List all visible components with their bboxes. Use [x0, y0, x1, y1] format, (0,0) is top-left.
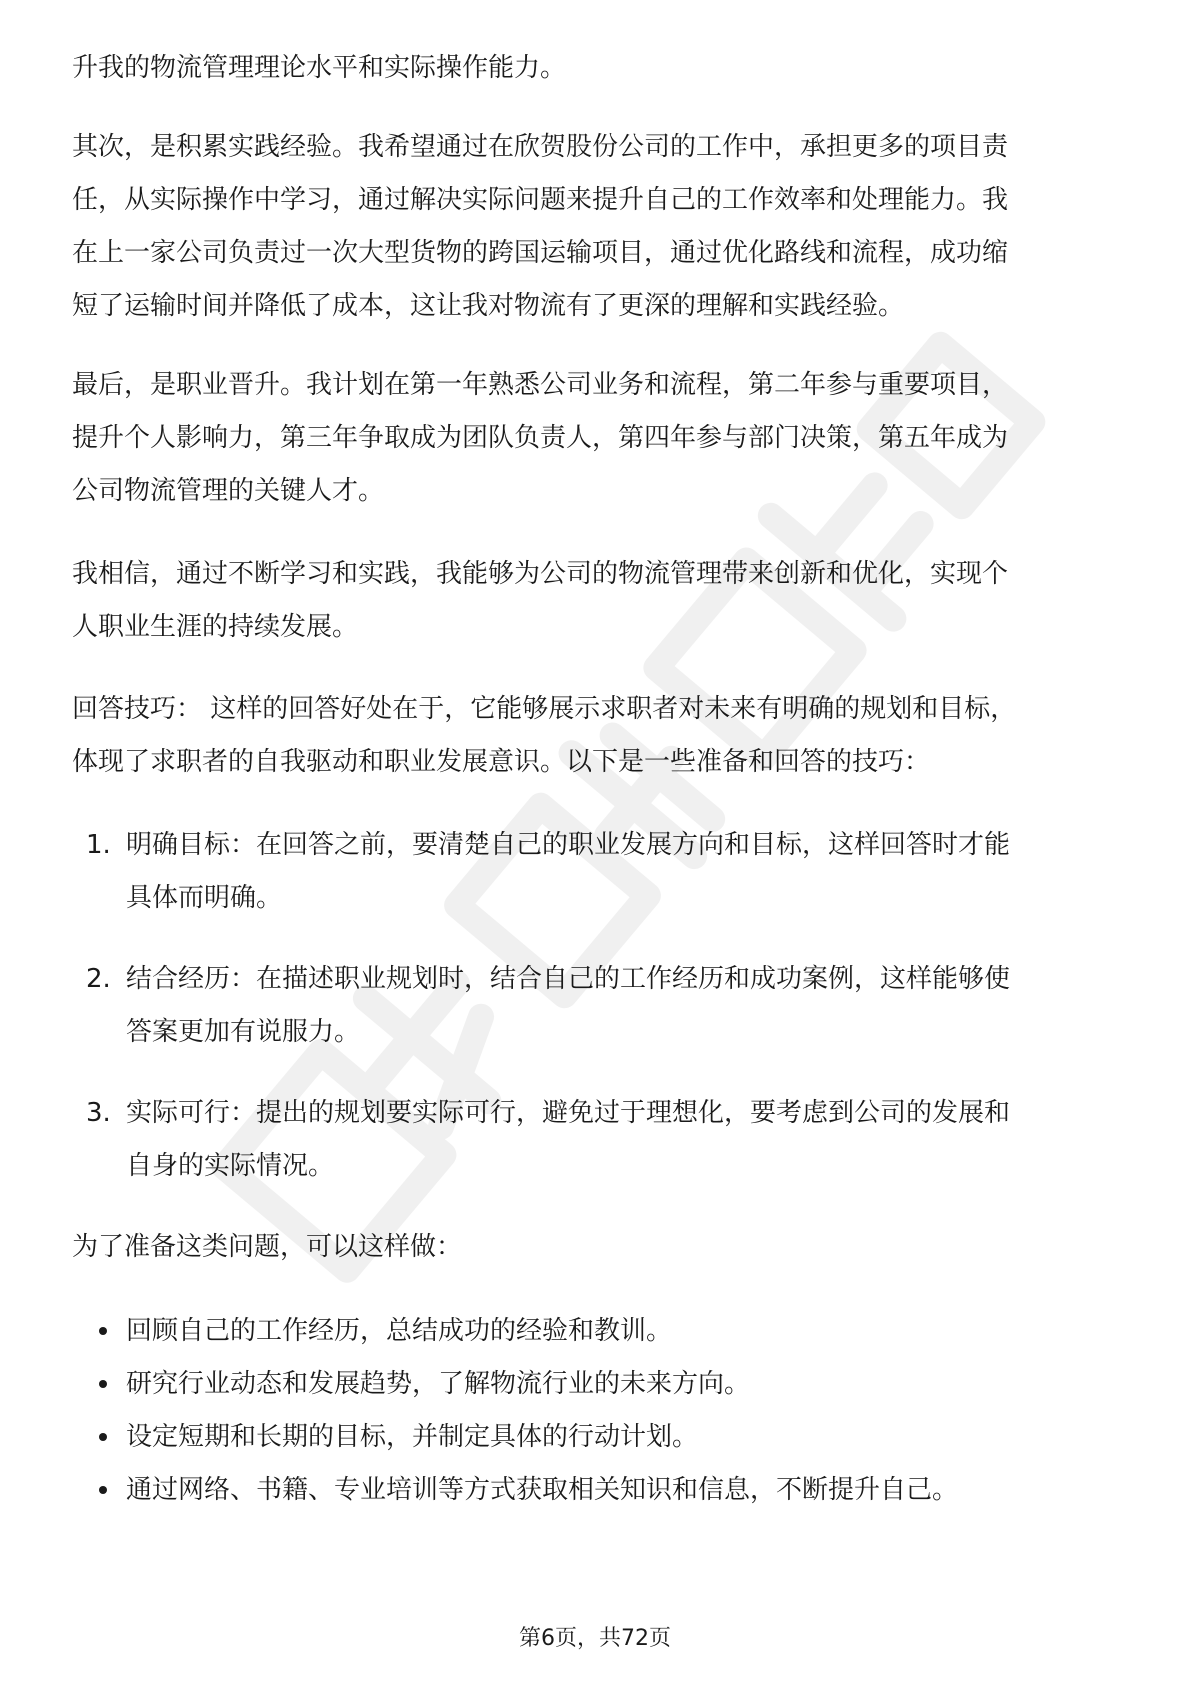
list-number: 2. — [86, 964, 111, 994]
list-item: 实际可行：提出的规划要实际可行，避免过于理想化，要考虑到公司的发展和 — [126, 1098, 1011, 1128]
bullet-item: 回顾自己的工作经历，总结成功的经验和教训。 — [126, 1316, 673, 1346]
paragraph-line: 升我的物流管理理论水平和实际操作能力。 — [72, 53, 567, 83]
bullet-item: 通过网络、书籍、专业培训等方式获取相关知识和信息，不断提升自己。 — [126, 1475, 959, 1505]
list-number: 1. — [86, 830, 111, 860]
bullet-item: 设定短期和长期的目标，并制定具体的行动计划。 — [126, 1422, 699, 1452]
bullet-dot — [99, 1486, 107, 1494]
paragraph-line: 任，从实际操作中学习，通过解决实际问题来提升自己的工作效率和处理能力。我 — [72, 185, 1009, 215]
page-number: 第6页，共72页 — [519, 1626, 671, 1651]
section-intro: 为了准备这类问题，可以这样做： — [72, 1232, 463, 1262]
paragraph-line: 短了运输时间并降低了成本，这让我对物流有了更深的理解和实践经验。 — [72, 291, 905, 321]
bullet-dot — [99, 1327, 107, 1335]
bullet-dot — [99, 1433, 107, 1441]
paragraph-line: 公司物流管理的关键人才。 — [72, 476, 385, 506]
list-item: 具体而明确。 — [126, 883, 283, 913]
list-item: 明确目标：在回答之前，要清楚自己的职业发展方向和目标，这样回答时才能 — [126, 830, 1011, 860]
bullet-dot — [99, 1380, 107, 1388]
paragraph-line: 提升个人影响力，第三年争取成为团队负责人，第四年参与部门决策，第五年成为 — [72, 423, 1009, 453]
list-item: 自身的实际情况。 — [126, 1151, 335, 1181]
bullet-item: 研究行业动态和发展趋势，了解物流行业的未来方向。 — [126, 1369, 751, 1399]
list-number: 3. — [86, 1098, 111, 1128]
list-item: 答案更加有说服力。 — [126, 1017, 361, 1047]
list-item: 结合经历：在描述职业规划时，结合自己的工作经历和成功案例，这样能够使 — [126, 964, 1011, 994]
paragraph-line: 在上一家公司负责过一次大型货物的跨国运输项目，通过优化路线和流程，成功缩 — [72, 238, 1009, 268]
paragraph-line: 体现了求职者的自我驱动和职业发展意识。以下是一些准备和回答的技巧： — [72, 747, 931, 777]
paragraph-line: 其次，是积累实践经验。我希望通过在欣贺股份公司的工作中，承担更多的项目责 — [72, 132, 1009, 162]
paragraph-line: 最后，是职业晋升。我计划在第一年熟悉公司业务和流程，第二年参与重要项目， — [72, 370, 1009, 400]
paragraph-line: 我相信，通过不断学习和实践，我能够为公司的物流管理带来创新和优化，实现个 — [72, 559, 1009, 589]
paragraph-line: 回答技巧： 这样的回答好处在于，它能够展示求职者对未来有明确的规划和目标， — [72, 694, 1017, 724]
paragraph-line: 人职业生涯的持续发展。 — [72, 612, 359, 642]
